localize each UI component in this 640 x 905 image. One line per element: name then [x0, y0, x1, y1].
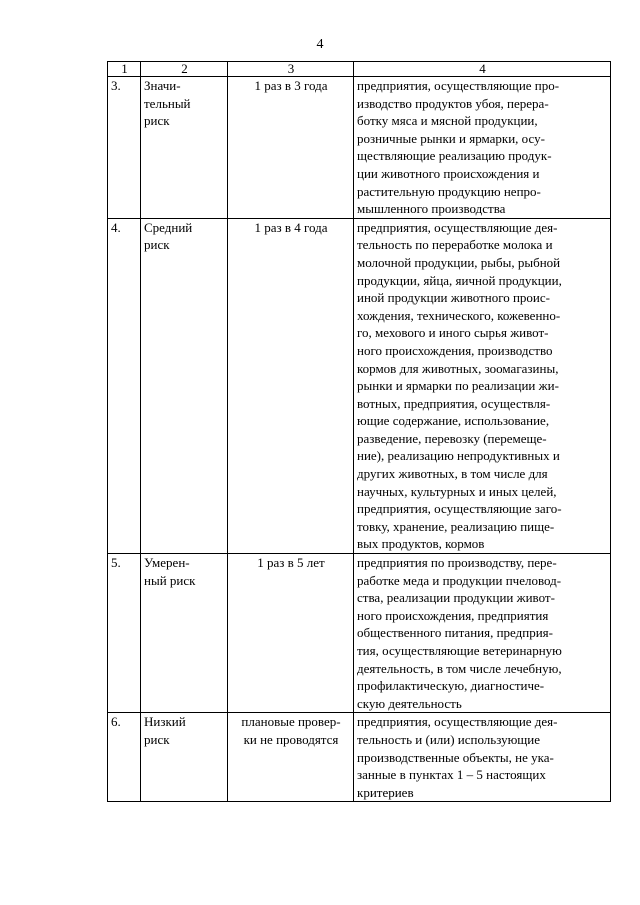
facility-description-line: ства, реализации продукции живот-	[357, 590, 555, 606]
inspection-frequency-line: 1 раз в 3 года	[254, 78, 328, 93]
facility-description-line: иной продукции животного проис-	[357, 290, 550, 306]
risk-level-cell	[141, 77, 228, 219]
table-row	[108, 554, 611, 713]
facility-description-line: молочной продукции, рыбы, рыбной	[357, 254, 561, 270]
facility-description-line: предприятия, осуществляющие заго-	[357, 501, 562, 517]
risk-level-line: ный риск	[144, 572, 196, 588]
risk-level-cell	[141, 713, 228, 802]
facility-description-line: ного происхождения, предприятия	[357, 607, 549, 623]
row-number: 6.	[111, 714, 121, 730]
risk-level-cell	[141, 218, 228, 553]
facility-description-line: ного происхождения, производство	[357, 342, 553, 358]
facility-description-line: тельность по переработке молока и	[357, 237, 553, 253]
facility-description-line: кормов для животных, зоомагазины,	[357, 360, 559, 376]
table-row	[108, 218, 611, 553]
row-number: 3.	[111, 78, 121, 93]
facility-description-cell	[354, 713, 611, 802]
column-header-3: 3	[228, 62, 354, 77]
facility-description-line: критериев	[357, 784, 414, 800]
row-number-cell	[108, 713, 141, 802]
facility-description-cell	[354, 77, 611, 219]
inspection-frequency-line: плановые провер-	[241, 714, 341, 730]
facility-description-line: вотных, предприятия, осуществля-	[357, 395, 551, 411]
facility-description-line: скую деятельность	[357, 695, 462, 711]
facility-description-line: других животных, в том числе для	[357, 466, 548, 482]
facility-description-line: разведение, перевозку (перемеще-	[357, 430, 547, 446]
row-number-cell	[108, 218, 141, 553]
inspection-frequency-line: ки не проводятся	[243, 731, 339, 747]
facility-description-line: предприятия, осуществляющие про-	[357, 78, 560, 93]
inspection-frequency-line: 1 раз в 4 года	[254, 219, 328, 235]
facility-description-line: хождения, технического, кожевенно-	[357, 307, 561, 323]
facility-description-line: тия, осуществляющие ветеринарную	[357, 643, 562, 658]
page-number: 4	[316, 37, 324, 52]
risk-level-line: Средний	[144, 219, 193, 235]
risk-level-line: риск	[144, 113, 170, 129]
table-row	[108, 713, 611, 802]
risk-level-line: тельный	[144, 95, 191, 111]
facility-description-line: профилактическую, диагностиче-	[357, 678, 545, 694]
risk-criteria-table	[107, 61, 611, 802]
row-number: 5.	[111, 555, 121, 571]
risk-level-line: риск	[144, 237, 170, 253]
facility-description-line: предприятия, осуществляющие дея-	[357, 219, 558, 235]
table-header-row	[108, 62, 611, 77]
facility-description-line: общественного питания, предприя-	[357, 625, 553, 641]
facility-description-line: ние), реализацию непродуктивных и	[357, 448, 560, 464]
facility-description-line: мышленного производства	[357, 201, 506, 217]
facility-description-line: розничные рынки и ярмарки, осу-	[357, 130, 545, 146]
facility-description-line: научных, культурных и иных целей,	[357, 483, 557, 499]
facility-description-line: рынки и ярмарки по реализации жи-	[357, 378, 559, 394]
facility-description-line: производственные объекты, не ука-	[357, 749, 554, 765]
facility-description-line: занные в пунктах 1 – 5 настоящих	[357, 767, 546, 783]
row-number-cell	[108, 554, 141, 713]
risk-level-cell	[141, 554, 228, 713]
risk-level-line: Значи-	[144, 78, 181, 93]
facility-description-line: ющие содержание, использование,	[357, 413, 550, 429]
inspection-frequency-cell	[228, 713, 354, 802]
column-header-2: 2	[141, 62, 228, 77]
facility-description-line: изводство продуктов убоя, перера-	[357, 95, 549, 111]
inspection-frequency-cell	[228, 77, 354, 219]
facility-description-line: продукции, яйца, яичной продукции,	[357, 272, 562, 288]
risk-level-line: Умерен-	[144, 555, 190, 571]
risk-level-line: Низкий	[144, 714, 186, 730]
facility-description-line: тельность и (или) использующие	[357, 731, 541, 747]
facility-description-line: го, мехового и иного сырья живот-	[357, 325, 549, 341]
facility-description-line: ции животного происхождения и	[357, 165, 540, 181]
facility-description-cell	[354, 218, 611, 553]
inspection-frequency-cell	[228, 554, 354, 713]
table-row	[108, 77, 611, 219]
facility-description-line: товку, хранение, реализацию пище-	[357, 518, 555, 534]
facility-description-line: растительную продукцию непро-	[357, 183, 541, 199]
inspection-frequency-cell	[228, 218, 354, 553]
facility-description-line: ществляющие реализацию продук-	[357, 148, 552, 164]
facility-description-cell	[354, 554, 611, 713]
row-number: 4.	[111, 219, 121, 235]
column-header-4: 4	[354, 62, 611, 77]
facility-description-line: работке меда и продукции пчеловод-	[357, 572, 562, 588]
inspection-frequency-line: 1 раз в 5 лет	[257, 555, 325, 571]
row-number-cell	[108, 77, 141, 219]
facility-description-line: ботку мяса и мясной продукции,	[357, 113, 538, 129]
facility-description-line: вых продуктов, кормов	[357, 536, 485, 552]
facility-description-line: предприятия, осуществляющие дея-	[357, 714, 558, 730]
risk-level-line: риск	[144, 731, 170, 747]
facility-description-line: предприятия по производству, пере-	[357, 555, 557, 571]
facility-description-line: деятельность, в том числе лечебную,	[357, 660, 562, 676]
column-header-1: 1	[108, 62, 141, 77]
